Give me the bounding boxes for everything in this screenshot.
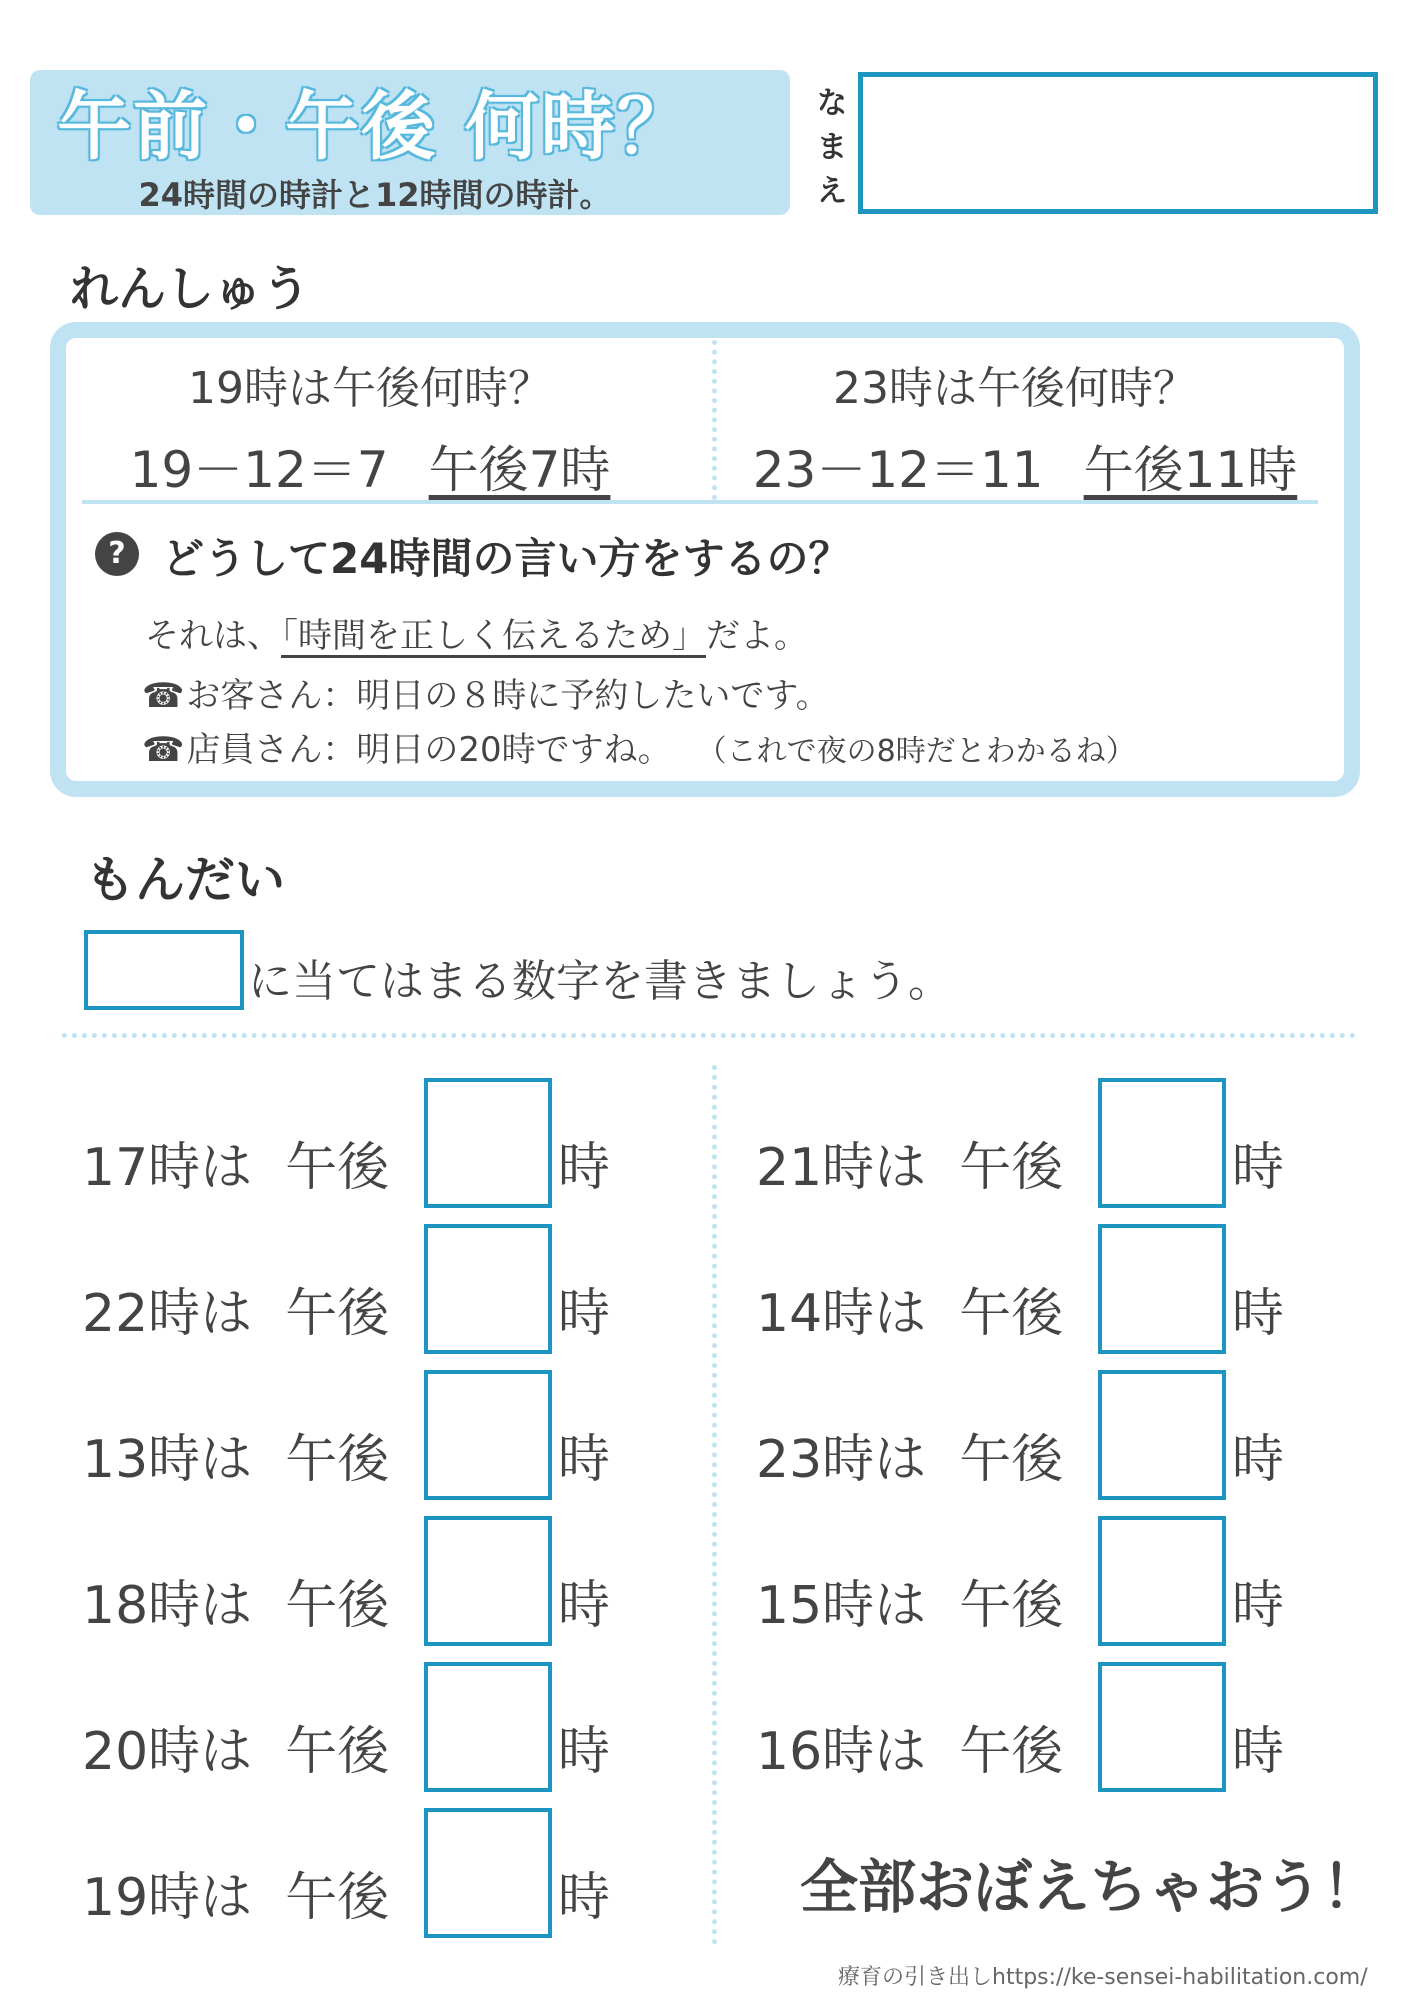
answer-box[interactable]	[424, 1370, 552, 1500]
dialog-customer: お客さん：明日の８時に予約したいです。	[186, 676, 830, 716]
problem-row	[82, 1078, 702, 1208]
problem-hour: 22時は	[82, 1284, 253, 1344]
answer-box[interactable]	[424, 1516, 552, 1646]
problem-row	[756, 1224, 1376, 1354]
example-result: 午後7時	[428, 441, 611, 499]
problem-hour: 17時は	[82, 1138, 253, 1198]
example-calc: 23－12＝11	[752, 441, 1044, 499]
hour-suffix: 時	[558, 1576, 611, 1636]
problem-row	[756, 1516, 1376, 1646]
problem-label: 午後	[959, 1430, 1064, 1490]
problem-row	[82, 1662, 702, 1792]
answer-box[interactable]	[424, 1808, 552, 1938]
example-answer	[60, 430, 680, 502]
problem-hour: 20時は	[82, 1722, 253, 1782]
reason-line	[145, 608, 808, 657]
problem-label: 午後	[285, 1138, 390, 1198]
answer-box-sample	[84, 930, 244, 1010]
problem-row	[756, 1370, 1376, 1500]
page-subtitle: 24時間の時計と12時間の時計。	[138, 176, 612, 214]
problem-question	[756, 1709, 1063, 1784]
why-heading: どうして24時間の言い方をするの？	[162, 534, 851, 583]
example-question: 23時は午後何時？	[833, 363, 1197, 414]
practice-heading: れんしゅう	[70, 261, 311, 317]
hour-suffix: 時	[1232, 1430, 1285, 1490]
closing-message: 全部おぼえちゃおう！	[800, 1853, 1381, 1921]
problems-heading: もんだい	[85, 851, 285, 909]
problem-hour: 19時は	[82, 1868, 253, 1928]
hour-suffix: 時	[1232, 1284, 1285, 1344]
problem-label: 午後	[285, 1576, 390, 1636]
problem-hour: 18時は	[82, 1576, 253, 1636]
hour-suffix: 時	[558, 1284, 611, 1344]
dialog-note: （これで夜の8時だとわかるね）	[711, 734, 1136, 769]
problem-question	[756, 1271, 1063, 1346]
dialog-staff: 店員さん：明日の20時ですね。	[186, 730, 672, 770]
problem-label: 午後	[959, 1138, 1064, 1198]
reason-post: だよ。	[706, 616, 808, 656]
problem-hour: 15時は	[756, 1576, 927, 1636]
example-question: 19時は午後何時？	[188, 363, 552, 414]
answer-box[interactable]	[1098, 1516, 1226, 1646]
section-divider	[82, 500, 1318, 504]
problem-row	[82, 1224, 702, 1354]
column-divider	[712, 1065, 717, 1945]
hour-suffix: 時	[558, 1430, 611, 1490]
phone-icon: ☎	[142, 730, 185, 770]
answer-box[interactable]	[1098, 1662, 1226, 1792]
problem-question	[82, 1271, 389, 1346]
answer-box[interactable]	[1098, 1370, 1226, 1500]
problem-label: 午後	[959, 1284, 1064, 1344]
problem-row	[756, 1078, 1376, 1208]
problem-row	[82, 1370, 702, 1500]
answer-box[interactable]	[424, 1078, 552, 1208]
problem-hour: 14時は	[756, 1284, 927, 1344]
problem-question	[82, 1125, 389, 1200]
answer-box[interactable]	[1098, 1078, 1226, 1208]
problem-hour: 16時は	[756, 1722, 927, 1782]
hour-suffix: 時	[558, 1868, 611, 1928]
answer-box[interactable]	[424, 1662, 552, 1792]
problem-hour: 21時は	[756, 1138, 927, 1198]
instruction-text: に当てはまる数字を書きましょう。	[248, 956, 952, 1007]
hour-suffix: 時	[1232, 1138, 1285, 1198]
name-label: なまえ	[817, 86, 847, 209]
problem-label: 午後	[285, 1868, 390, 1928]
example-divider	[712, 340, 717, 500]
hour-suffix: 時	[1232, 1722, 1285, 1782]
problem-question	[756, 1125, 1063, 1200]
example-result: 午後11時	[1083, 441, 1298, 499]
hour-suffix: 時	[558, 1722, 611, 1782]
answer-box[interactable]	[1098, 1224, 1226, 1354]
problem-label: 午後	[959, 1722, 1064, 1782]
dialog-line	[142, 668, 830, 717]
name-field[interactable]	[858, 72, 1378, 214]
problem-hour: 13時は	[82, 1430, 253, 1490]
problem-question	[82, 1563, 389, 1638]
hour-suffix: 時	[558, 1138, 611, 1198]
problem-row	[82, 1808, 702, 1938]
example-calc: 19－12＝7	[129, 441, 389, 499]
reason-pre: それは、	[145, 616, 281, 656]
reason-key: 「時間を正しく伝えるため」	[281, 616, 706, 656]
answer-box[interactable]	[424, 1224, 552, 1354]
question-icon: ?	[95, 532, 139, 576]
dotted-divider	[62, 1033, 1356, 1038]
page-title: 午前・午後 何時？	[57, 84, 693, 170]
footer-credit: 療育の引き出しhttps://ke-sensei-habilitation.com/	[838, 1965, 1368, 1990]
problem-label: 午後	[285, 1722, 390, 1782]
problem-question	[82, 1855, 389, 1930]
problem-label: 午後	[285, 1430, 390, 1490]
phone-icon: ☎	[142, 676, 185, 716]
problem-hour: 23時は	[756, 1430, 927, 1490]
hour-suffix: 時	[1232, 1576, 1285, 1636]
problem-question	[82, 1709, 389, 1784]
problem-row	[756, 1662, 1376, 1792]
problem-row	[82, 1516, 702, 1646]
problem-question	[756, 1417, 1063, 1492]
problem-label: 午後	[285, 1284, 390, 1344]
problem-label: 午後	[959, 1576, 1064, 1636]
problem-question	[82, 1417, 389, 1492]
example-answer	[715, 430, 1335, 502]
problem-question	[756, 1563, 1063, 1638]
dialog-line	[142, 722, 1136, 771]
